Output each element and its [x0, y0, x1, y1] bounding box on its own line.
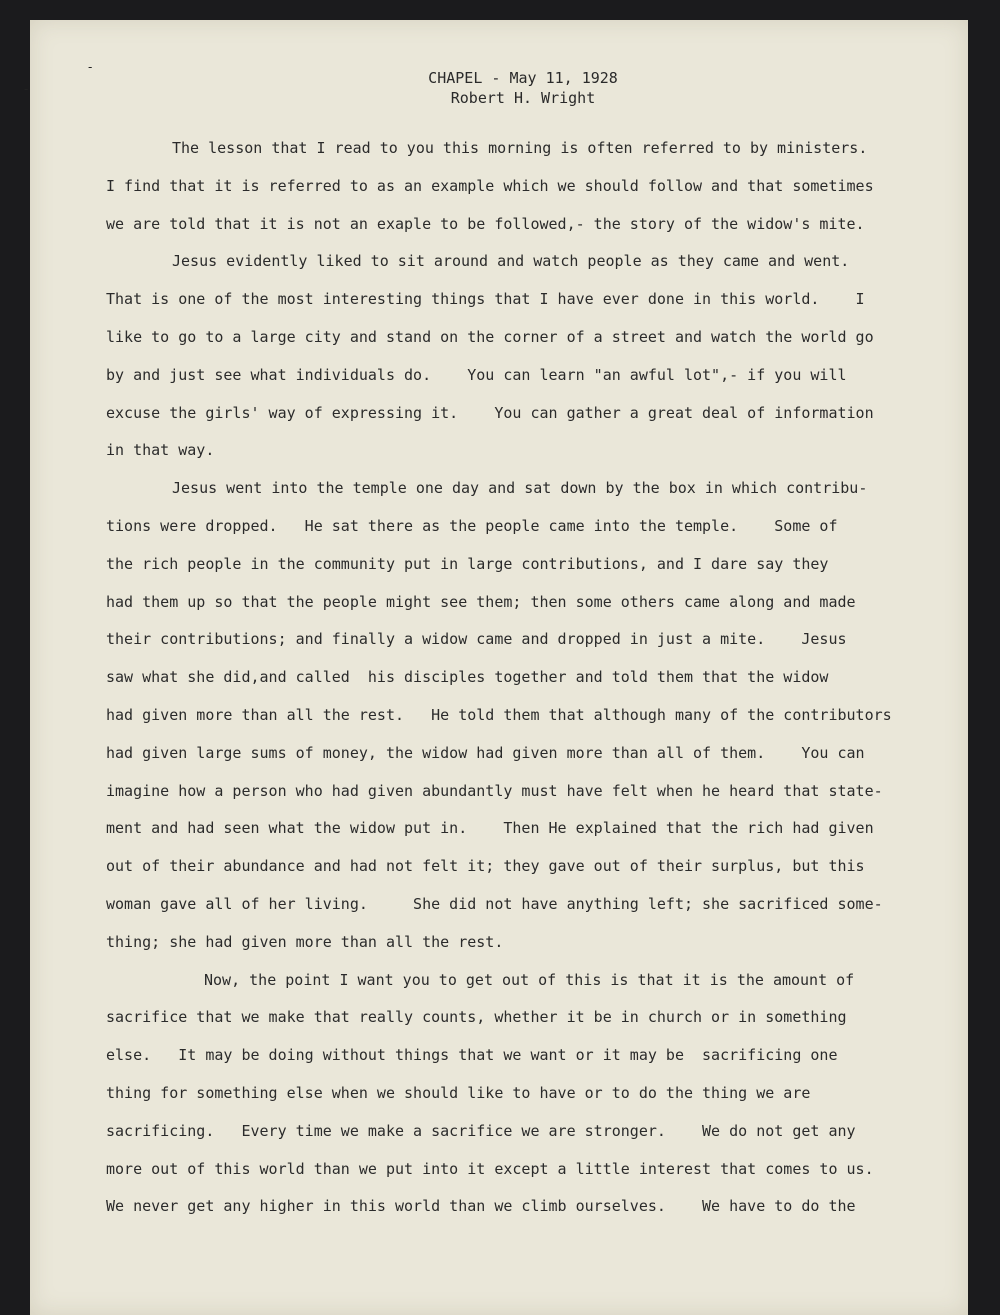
text-line: the rich people in the community put in large contributions, and I dare say they	[106, 554, 829, 573]
document-body	[106, 130, 966, 1226]
text-line: tions were dropped. He sat there as the people came into the temple. Some of	[106, 516, 838, 535]
text-line: Jesus evidently liked to sit around and watch people as they came and went.	[172, 252, 850, 271]
text-line: like to go to a large city and stand on the corner of a street and watch the world go	[106, 327, 874, 346]
text-line: We never get any higher in this world than we climb ourselves. We have to do the	[106, 1197, 856, 1216]
text-line: thing for something else when we should like to have or to do the thing we are	[106, 1083, 811, 1102]
text-line: thing; she had given more than all the rest.	[106, 932, 504, 951]
text-line: saw what she did,and called his disciples together and told them that the widow	[106, 668, 829, 687]
text-line: by and just see what individuals do. You can learn "an awful lot",- if you will	[106, 365, 847, 384]
text-line: more out of this world than we put into it except a little interest that comes to us.	[106, 1159, 874, 1178]
text-line: imagine how a person who had given abundantly must have felt when he heard that state-	[106, 781, 883, 800]
typewritten-page	[24, 20, 968, 1315]
document-header	[30, 68, 968, 108]
pencil-mark: ‐	[24, 82, 29, 96]
document-author: Robert H. Wright	[450, 89, 596, 107]
text-line: That is one of the most interesting things that I have ever done in this world. I	[106, 290, 865, 309]
text-line: ment and had seen what the widow put in. Then He explained that the rich had given	[106, 819, 874, 838]
text-line: Now, the point I want you to get out of this is that it is the amount of	[204, 970, 855, 989]
text-line: sacrificing. Every time we make a sacrifice we are stronger. We do not get any	[106, 1121, 856, 1140]
text-line: excuse the girls' way of expressing it. You can gather a great deal of information	[106, 403, 874, 422]
text-line: I find that it is referred to as an example which we should follow and that sometimes	[106, 176, 874, 195]
text-line: The lesson that I read to you this morning is often referred to by ministers.	[172, 139, 868, 157]
text-line: had given more than all the rest. He told them that although many of the contributors	[106, 705, 892, 724]
text-line: had them up so that the people might see them; then some others came along and made	[106, 592, 856, 611]
text-line: we are told that it is not an exaple to be followed,- the story of the widow's mite.	[106, 214, 865, 233]
text-line: had given large sums of money, the widow had given more than all of them. You can	[106, 743, 865, 762]
text-line: out of their abundance and had not felt it; they gave out of their surplus, but this	[106, 857, 865, 876]
text-line: in that way.	[106, 441, 215, 460]
text-line: their contributions; and finally a widow came and dropped in just a mite. Jesus	[106, 630, 847, 649]
document-title: CHAPEL - May 11, 1928	[428, 69, 618, 87]
text-line: else. It may be doing without things that we want or it may be sacrificing one	[106, 1046, 838, 1065]
pencil-mark: -	[88, 60, 93, 74]
text-line: woman gave all of her living. She did not have anything left; she sacrificed some-	[106, 894, 883, 913]
text-line: Jesus went into the temple one day and sat down by the box in which contribu-	[172, 479, 868, 498]
text-line: sacrifice that we make that really counts, whether it be in church or in something	[106, 1008, 847, 1027]
